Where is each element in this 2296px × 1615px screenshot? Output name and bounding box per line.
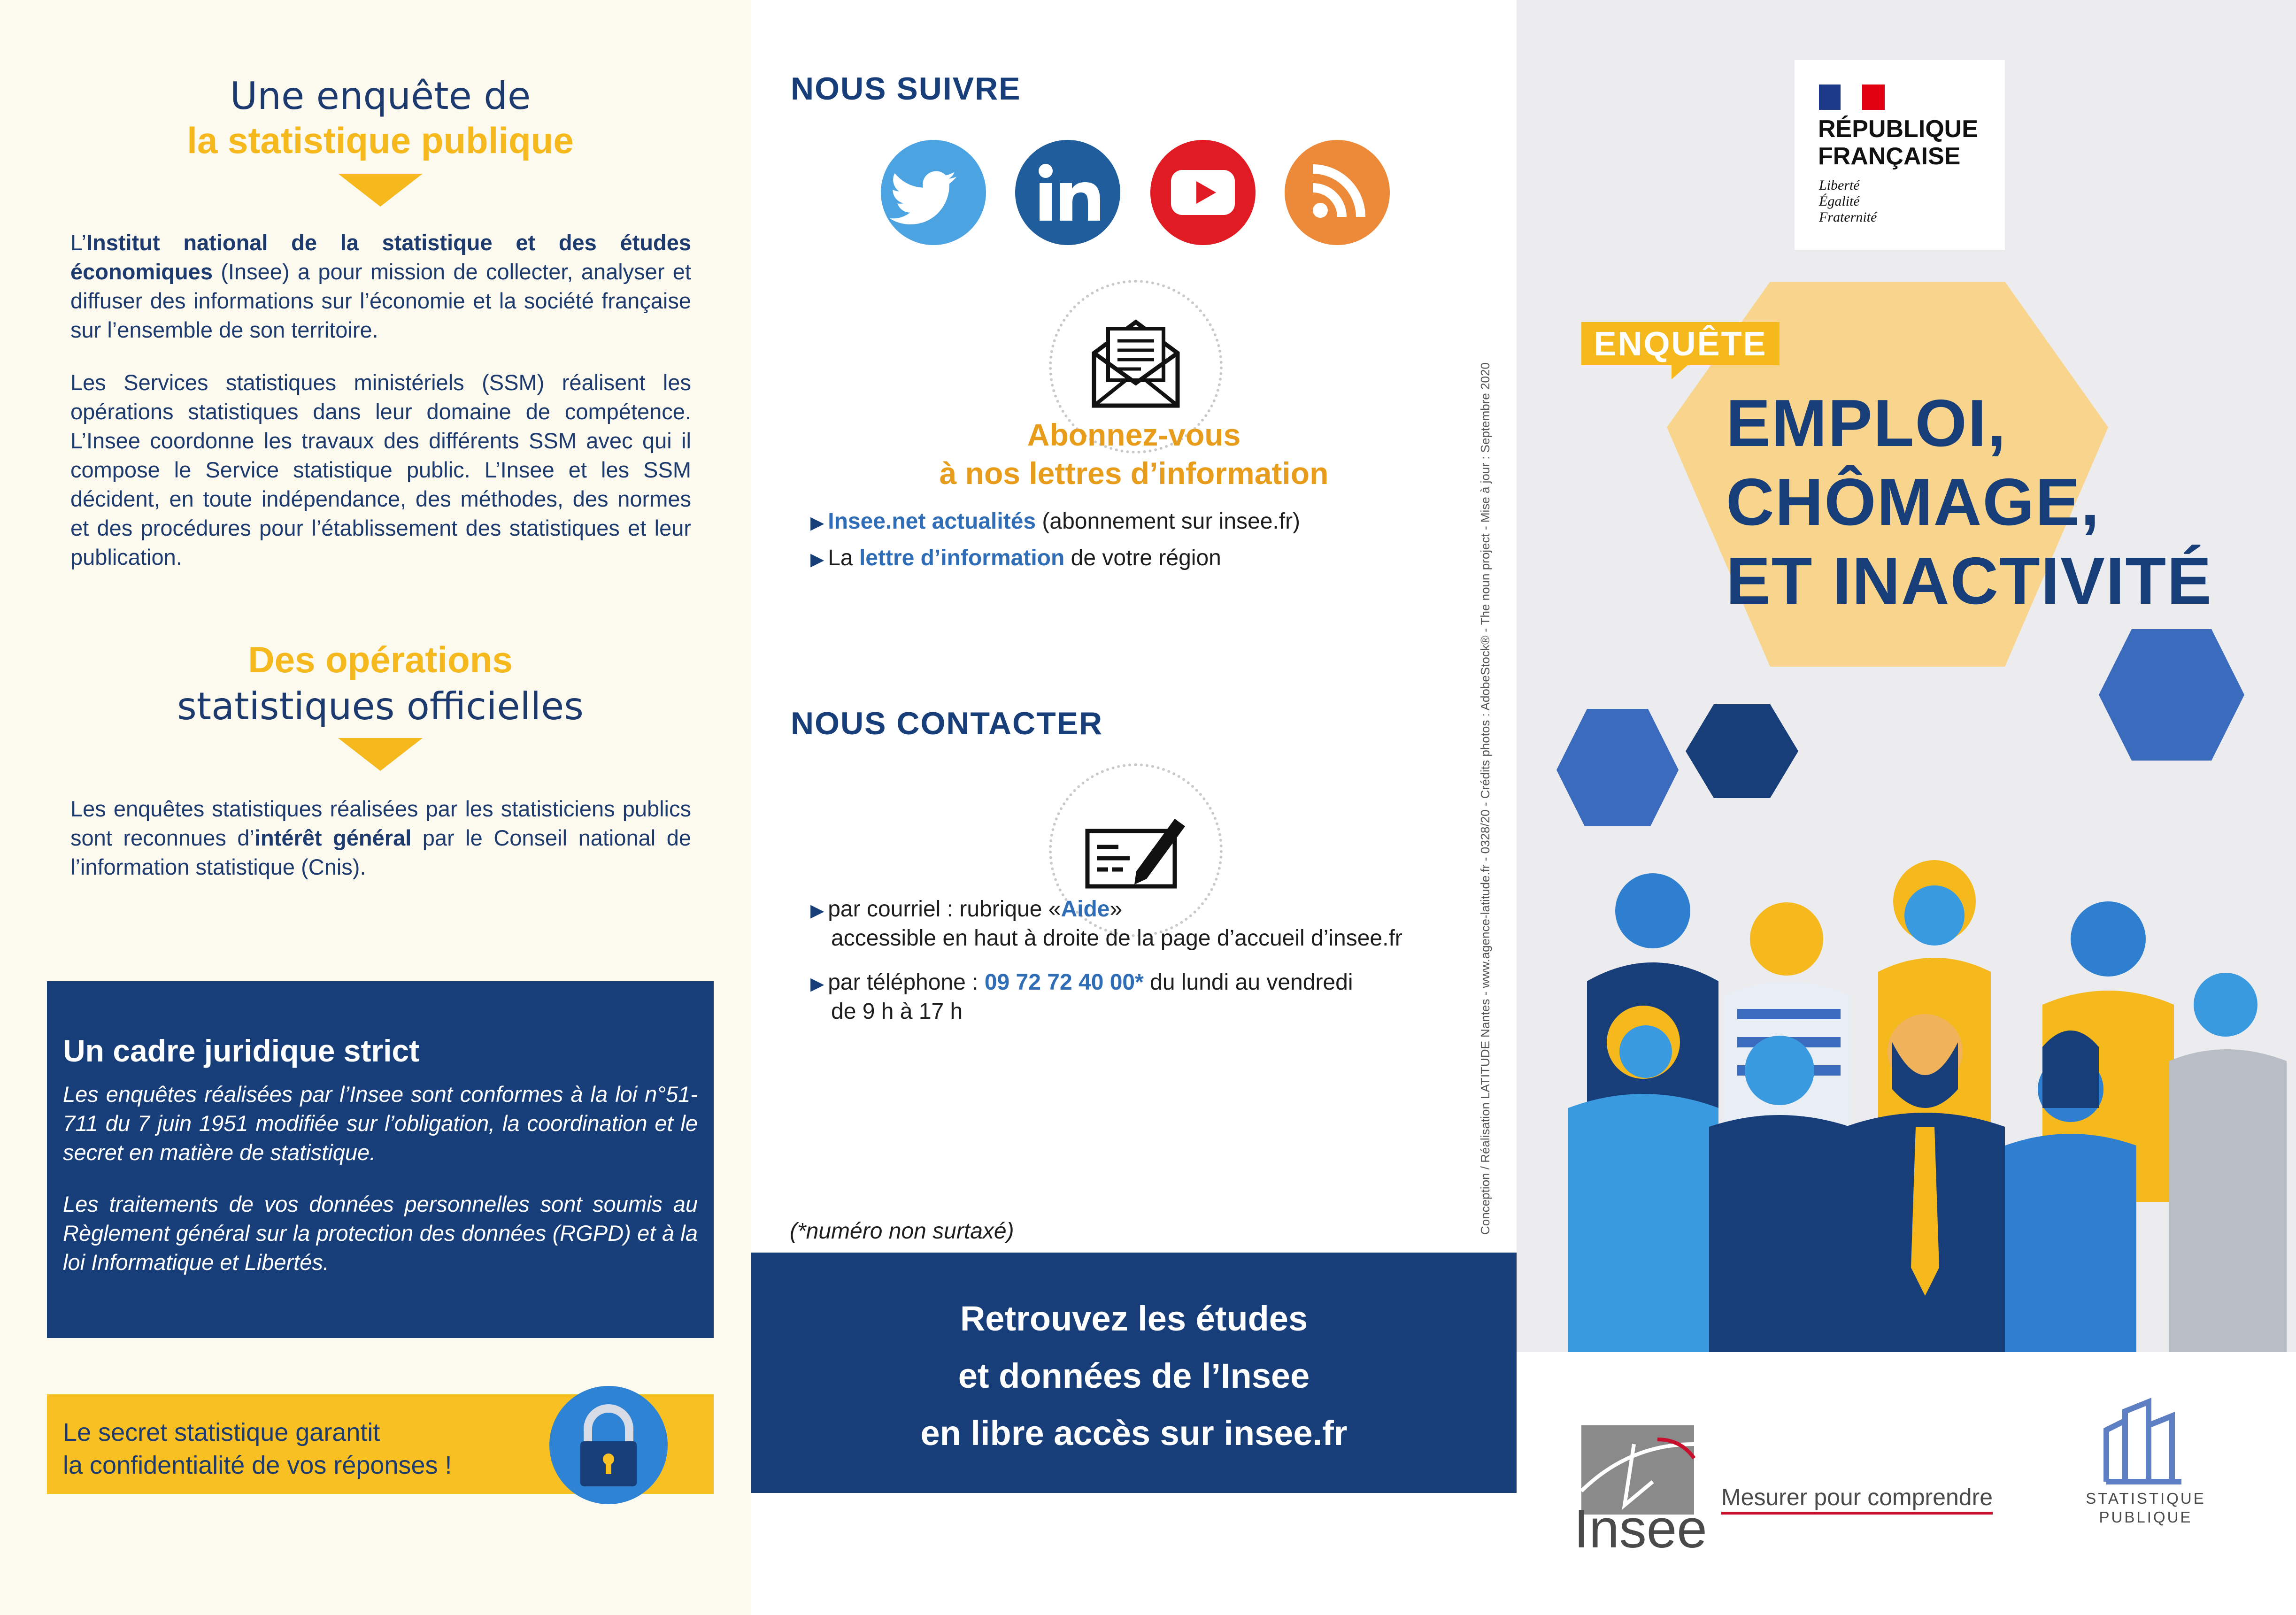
republique-francaise-logo: [1795, 60, 2005, 250]
rf-line-1: RÉPUBLIQUE: [1818, 115, 1978, 143]
title-line-3: ET INACTIVITÉ: [1726, 544, 2212, 618]
people-illustration: [1517, 845, 2296, 1352]
triangle-bullet-icon: ▶: [810, 513, 824, 533]
newsletter-item-1-rest: (abonnement sur insee.fr): [1036, 509, 1301, 534]
linkedin-icon[interactable]: [1015, 140, 1120, 245]
para3-post: par le Conseil national de l’information statistique (Cnis).: [70, 825, 691, 879]
phone-number-link[interactable]: 09 72 72 40 00*: [984, 970, 1144, 995]
youtube-icon[interactable]: [1150, 140, 1256, 245]
sp-line-1: STATISTIQUE: [2086, 1490, 2206, 1507]
rf-line-2: FRANÇAISE: [1818, 143, 1961, 170]
newsletter-item-2-rest: de votre région: [1064, 546, 1221, 570]
credits-vertical: [1478, 362, 1497, 1235]
credits-text: Conception / Réalisation LATITUDE Nantes - www.agence-latitude.fr - 0328/20 - Crédits photos : AdobeStock® - The noun project - Mise à jour : Septembre 2020: [1478, 362, 1492, 1235]
heading-official-line1: Des opérations: [248, 639, 513, 680]
cover-title: [1726, 384, 2212, 621]
footnote: (*numéro non surtaxé): [790, 1219, 1014, 1244]
legal-title: Un cadre juridique strict: [63, 1033, 420, 1068]
insee-net-link[interactable]: Insee.net actualités: [828, 509, 1036, 534]
triangle-bullet-icon: ▶: [810, 901, 824, 921]
secret-line-2: la confidentialité de vos réponses !: [63, 1451, 452, 1479]
follow-title: NOUS SUIVRE: [791, 71, 1021, 107]
legal-paragraph-1: Les enquêtes réalisées par l’Insee sont conformes à la loi n°51-711 du 7 juin 1951 modifiée sur l’obligation, la coordination et le secret en matière de statistique.: [63, 1082, 698, 1165]
banner-line-1: Retrouvez les études: [960, 1299, 1308, 1338]
newsletter-item-2: [810, 544, 1221, 574]
tag-tail: [1672, 365, 1687, 379]
para1-pre: L’: [70, 230, 86, 255]
insee-fr-banner[interactable]: [751, 1253, 1517, 1493]
lock-icon: [549, 1386, 668, 1504]
survey-tag: ENQUÊTE: [1581, 322, 1780, 365]
blue-hexagon-right: [2099, 629, 2244, 761]
triangle-bullet-icon: ▶: [810, 974, 824, 994]
yellow-arrow-icon: [338, 174, 423, 207]
para3-pre: Les enquêtes statistiques réalisées par les statisticiens publics sont reconnues d’: [70, 796, 691, 850]
contact-phone-hours: de 9 h à 17 h: [831, 999, 963, 1024]
blue-hexagon-left: [1556, 709, 1679, 826]
rf-motto-1: Liberté: [1819, 177, 1860, 193]
title-line-1: EMPLOI,: [1726, 386, 2007, 461]
legal-paragraph-2: Les traitements de vos données personnelles sont soumis au Règlement général sur la protection des données (RGPD) et à la loi Informatique et Libertés.: [63, 1192, 698, 1275]
twitter-icon[interactable]: [881, 140, 986, 245]
marianne-flag-icon: [1819, 85, 1885, 110]
rss-icon[interactable]: [1285, 140, 1390, 245]
secret-line-1: Le secret statistique garantit: [63, 1418, 380, 1446]
contact-title: NOUS CONTACTER: [791, 706, 1103, 741]
para1-post: (Insee) a pour mission de collecter, analyser et diffuser des informations sur l’économie et la société française sur l’ensemble de son territoire.: [70, 259, 691, 342]
contact-email-line2: accessible en haut à droite de la page d’accueil d’insee.fr: [831, 926, 1402, 951]
contact-email: [810, 895, 1122, 925]
newsletter-item-1: [810, 507, 1300, 538]
rf-motto-2: Égalité: [1819, 193, 1860, 209]
newsletter-item-2-pre: La: [828, 546, 859, 570]
aide-link[interactable]: Aide: [1061, 897, 1110, 922]
contact-email-pre: par courriel : rubrique «: [828, 897, 1061, 922]
statistique-publique-logo-icon: [2102, 1397, 2186, 1484]
legal-box: [47, 981, 714, 1338]
navy-hexagon: [1686, 704, 1798, 798]
insee-paragraph: [70, 228, 691, 345]
insee-slogan: Mesurer pour comprendre: [1721, 1484, 1993, 1515]
regional-letter-link[interactable]: lettre d’information: [859, 546, 1065, 570]
rf-motto-3: Fraternité: [1819, 209, 1877, 225]
contact-phone: [810, 968, 1353, 999]
cnis-paragraph: [70, 794, 691, 882]
heading-survey-line2: la statistique publique: [187, 120, 574, 161]
newsletter-title-line1: Abonnez-vous: [1027, 417, 1241, 452]
banner-line-3: en libre accès sur insee.fr: [920, 1414, 1348, 1453]
sp-line-2: PUBLIQUE: [2099, 1508, 2193, 1526]
yellow-arrow-icon: [338, 738, 423, 771]
para3-bold: intérêt général: [254, 825, 412, 850]
para1-bold: Institut national de la statistique et des études économiques: [70, 230, 691, 284]
title-line-2: CHÔMAGE,: [1726, 465, 2100, 539]
insee-logo-text: Insee: [1574, 1498, 1707, 1559]
contact-email-post: »: [1109, 897, 1123, 922]
heading-official-line2: statistiques officielles: [177, 684, 584, 728]
triangle-bullet-icon: ▶: [810, 550, 824, 569]
banner-line-2: et données de l’Insee: [958, 1356, 1310, 1395]
newsletter-title-line2: à nos lettres d’information: [939, 456, 1329, 491]
contact-phone-post: du lundi au vendredi: [1143, 970, 1353, 995]
statistique-publique-text: [2080, 1489, 2211, 1527]
contact-phone-pre: par téléphone :: [828, 970, 985, 995]
heading-survey-line1: Une enquête de: [230, 74, 531, 118]
ssm-paragraph: Les Services statistiques ministériels (SSM) réalisent les opérations statistiques dans leur domaine de compétence. L’Insee coordonne les travaux des différents SSM avec qui il compose le Service statistique public. L’Insee et les SSM décident, en toute indépendance, des méthodes, des normes et des procédures pour l’établissement des statistiques et leur publication.: [70, 370, 691, 569]
